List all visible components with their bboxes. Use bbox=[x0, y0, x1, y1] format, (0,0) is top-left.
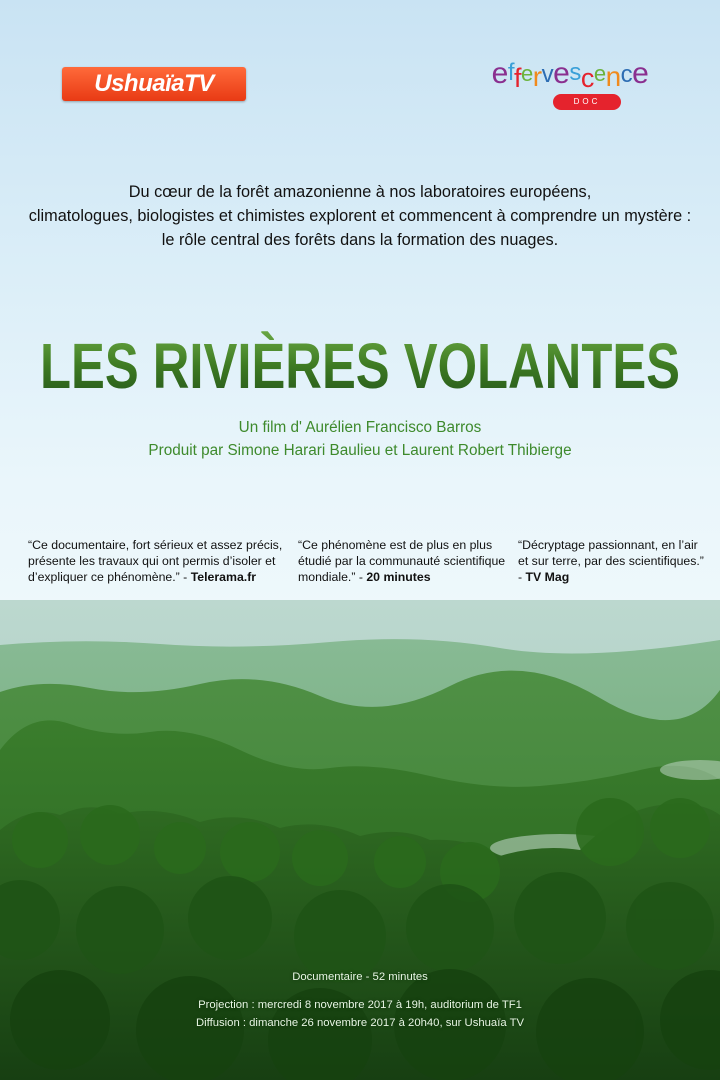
effervescence-logo bbox=[470, 56, 670, 112]
ushuaia-tv-logo-text: UshuaïaTV bbox=[94, 70, 214, 97]
press-quote-2 bbox=[298, 537, 510, 585]
effervescence-logo-text: effervescence bbox=[491, 57, 649, 93]
quote-text: “Ce documentaire, fort sérieux et assez précis, présente les travaux qui ont permis d’isoler et d’expliquer ce phénomène.” - bbox=[28, 538, 283, 584]
director-credit: Un film d' Aurélien Francisco Barros bbox=[238, 419, 482, 436]
credits bbox=[0, 416, 720, 462]
film-title-text: LES RIVIÈRES VOLANTES bbox=[40, 330, 680, 402]
film-title bbox=[30, 322, 690, 402]
ushuaia-tv-logo bbox=[62, 67, 246, 101]
press-quote-1 bbox=[28, 537, 290, 585]
quote-text: “Ce phénomène est de plus en plus étudié par la communauté scientifique mondiale.” - bbox=[298, 538, 506, 584]
press-quote-3 bbox=[518, 537, 708, 585]
quote-text: “Décryptage passionnant, en l’air et sur terre, par des scientifiques.” - bbox=[518, 538, 704, 584]
quote-source: TV Mag bbox=[525, 570, 570, 584]
intro-text bbox=[20, 180, 700, 252]
projection-info: Projection : mercredi 8 novembre 2017 à 19h, auditorium de TF1 bbox=[198, 999, 522, 1011]
intro-line-1: Du cœur de la forêt amazonienne à nos laboratoires européens, bbox=[128, 183, 592, 201]
quote-source: Telerama.fr bbox=[190, 570, 257, 584]
producers-credit: Produit par Simone Harari Baulieu et Laurent Robert Thibierge bbox=[148, 442, 572, 459]
intro-line-3: le rôle central des forêts dans la formation des nuages. bbox=[161, 231, 559, 249]
genre-duration: Documentaire - 52 minutes bbox=[292, 971, 428, 983]
effervescence-doc-badge: DOC bbox=[553, 94, 621, 110]
diffusion-info: Diffusion : dimanche 26 novembre 2017 à 20h40, sur Ushuaïa TV bbox=[195, 1017, 525, 1029]
intro-line-2: climatologues, biologistes et chimistes explorent et commencent à comprendre un mystère : bbox=[28, 207, 692, 225]
quote-source: 20 minutes bbox=[366, 570, 431, 584]
